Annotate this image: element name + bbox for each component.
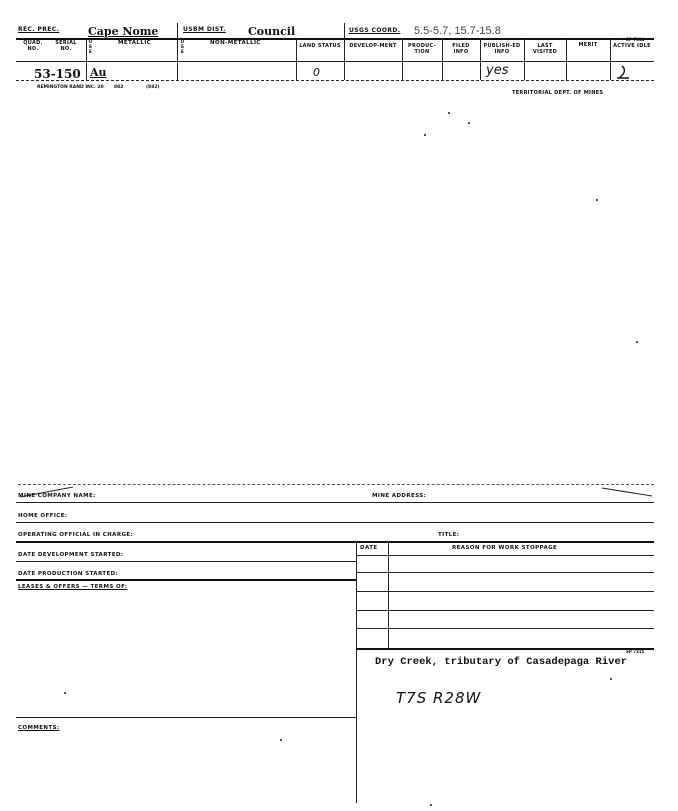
township-note: T7S R28W (396, 689, 482, 707)
printer-code-2: (882) (146, 85, 160, 90)
rec-prec-value: Cape Nome (88, 25, 159, 38)
production-label: PRODUC-TION (408, 43, 436, 55)
use-letters-non-metallic: U S E (180, 40, 185, 56)
record-number: 53-150 (34, 67, 81, 81)
non-metallic-label: NON-METALLIC (210, 40, 261, 46)
comments-label: COMMENTS: (18, 725, 60, 731)
quad-no-label: QUAD. NO. (23, 40, 43, 52)
published-info-value: yes (486, 63, 509, 78)
filed-info-label: FILED INFO (452, 43, 470, 55)
mine-company-name-label: MINE COMPANY NAME: (18, 493, 96, 499)
land-status-label: LAND STATUS (299, 43, 341, 49)
form-number-top: SP 7314 (626, 37, 645, 42)
active-idle-label: ACTIVE IDLE (613, 43, 651, 49)
land-status-value: 0 (313, 66, 320, 79)
date-production-started-label: DATE PRODUCTION STARTED: (18, 571, 119, 577)
metallic-label: METALLIC (118, 40, 152, 46)
form-number-bottom: SP 7315 (626, 649, 645, 654)
mine-address-label: MINE ADDRESS: (372, 493, 427, 499)
rec-prec-label: REC. PREC. (18, 26, 60, 33)
last-visited-label: LAST VISITED (532, 43, 558, 55)
printer-code-1: 882 (114, 85, 124, 90)
home-office-label: HOME OFFICE: (18, 513, 68, 519)
leases-offers-label: LEASES & OFFERS — TERMS OF: (18, 584, 128, 590)
metallic-value: Au (90, 66, 107, 79)
date-column-label: DATE (360, 545, 378, 551)
date-development-started-label: DATE DEVELOPMENT STARTED: (18, 552, 124, 558)
published-info-label: PUBLISH-ED INFO (483, 43, 521, 55)
title-label: TITLE: (438, 532, 460, 538)
operating-official-label: OPERATING OFFICIAL IN CHARGE: (18, 532, 134, 538)
territorial-label: TERRITORIAL DEPT. OF MINES (512, 90, 604, 96)
use-letters-metallic: U S E (88, 40, 93, 56)
location-note: Dry Creek, tributary of Casadepaga River (375, 656, 628, 668)
usbm-dist-value: Council (248, 25, 296, 38)
development-label: DEVELOP-MENT (349, 43, 397, 49)
merit-label: MERIT (578, 42, 598, 48)
usgs-coord-value: 5.5-5.7, 15.7-15.8 (414, 25, 501, 37)
check-mark (614, 63, 634, 81)
serial-no-label: SERIAL NO. (55, 40, 77, 52)
reason-for-work-stoppage-label: REASON FOR WORK STOPPAGE (452, 545, 558, 551)
usgs-coord-label: USGS COORD. (349, 27, 401, 34)
usbm-dist-label: USBM DIST. (183, 26, 226, 33)
printer-line: REMINGTON RAND INC. 20 (37, 85, 104, 90)
